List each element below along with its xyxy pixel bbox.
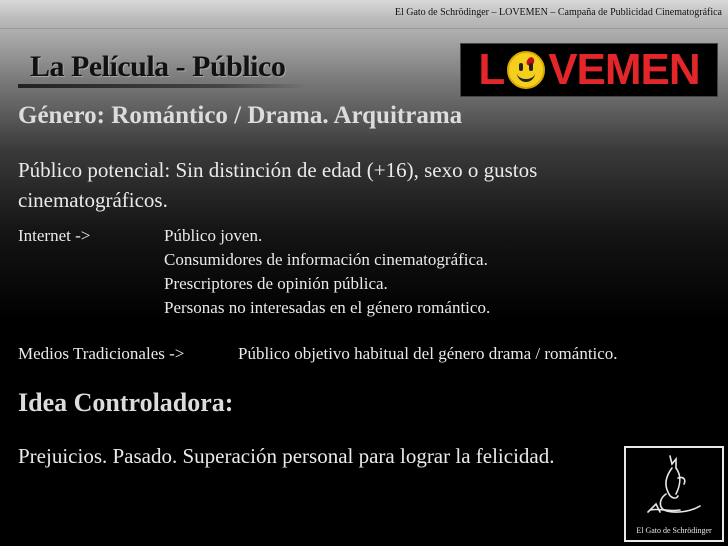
lovemen-logo [460,43,718,97]
medios-label: Medios Tradicionales -> [18,344,185,363]
smiley-icon [507,51,545,89]
cat-drawing-icon [630,450,718,522]
logo-text-start: L [478,45,505,94]
logo-text-end: VEMEN [548,45,700,94]
publico-line-1: Público potencial: Sin distinción de edad (+16), sexo o gustos [18,158,538,182]
slide-title: La Película - Público [30,50,286,83]
idea-heading: Idea Controladora: [18,388,234,417]
publico-line-2: cinematográficos. [18,188,168,212]
idea-text: Prejuicios. Pasado. Superación personal para lograr la felicidad. [18,444,555,468]
breadcrumb: El Gato de Schrödinger – LOVEMEN – Campaña de Publicidad Cinematográfica [394,7,722,18]
genre-line: Género: Romántico / Drama. Arquitrama [18,102,463,129]
internet-item: Prescriptores de opinión pública. [164,274,388,293]
schrodinger-badge [624,446,724,542]
badge-caption: El Gato de Schrödinger [636,526,712,535]
medios-value: Público objetivo habitual del género drama / romántico. [238,344,618,363]
internet-item: Público joven. [164,226,263,245]
internet-item: Consumidores de información cinematográfica. [164,250,488,269]
top-bar [0,0,728,29]
internet-label: Internet -> [18,226,91,245]
title-underline [18,84,308,88]
internet-item: Personas no interesadas en el género romántico. [164,298,491,317]
